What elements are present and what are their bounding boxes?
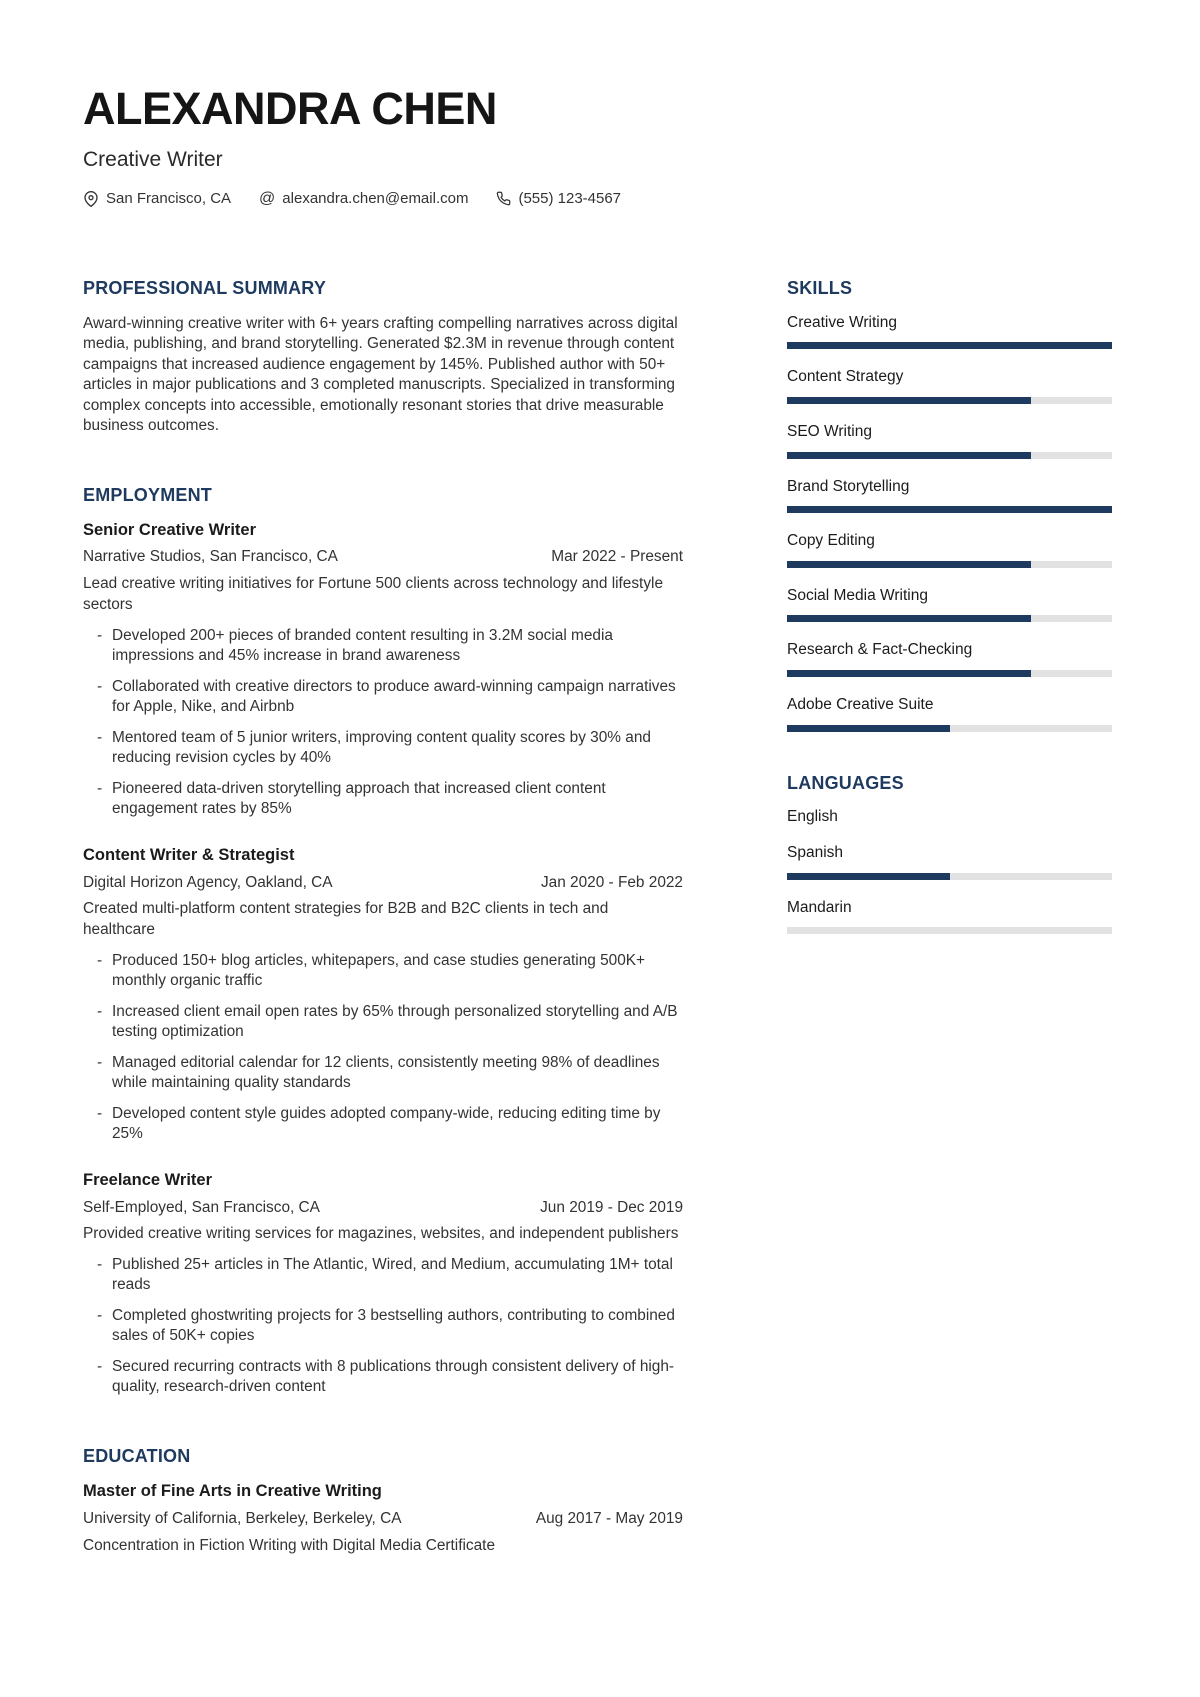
job-bullet [83,1306,683,1346]
bullet-text: Published 25+ articles in The Atlantic, Wired, and Medium, accumulating 1M+ total reads [112,1256,673,1294]
education-school: University of California, Berkeley, Berkeley, CA [83,1510,402,1528]
skill-label: SEO Writing [787,423,872,441]
skill-item [787,587,1112,623]
job-title: Content Writer & Strategist [83,845,295,864]
bullet-dash [97,1002,112,1042]
bullet-text: Increased client email open rates by 65% through personalized storytelling and A/B testing optimization [112,1003,678,1041]
language-bar-fill [787,873,950,880]
skill-bar-track [787,397,1112,404]
contact-email-text: alexandra.chen@email.com [282,190,469,208]
bullet-text: Developed 200+ pieces of branded content resulting in 3.2M social media impressions and 45% increase in brand awareness [112,626,613,664]
job-bullet [83,728,683,768]
job-bullets [83,951,683,1144]
skills-section [787,279,1112,732]
language-label: Mandarin [787,898,852,916]
person-name: ALEXANDRA CHEN [83,83,497,134]
skill-bar-track [787,615,1112,622]
language-bar-track [787,873,1112,880]
skill-bar-fill [787,725,950,732]
job-dates: Mar 2022 - Present [551,548,683,566]
bullet-dash [97,1053,112,1093]
skill-label: Creative Writing [787,313,897,331]
skill-bar-track [787,506,1112,513]
skill-bar-fill [787,342,1112,349]
bullet-text: Produced 150+ blog articles, whitepapers, and case studies generating 500K+ monthly organic traffic [112,952,646,990]
skill-bar-track [787,725,1112,732]
skill-label: Content Strategy [787,368,904,386]
job-company: Narrative Studios, San Francisco, CA [83,548,338,566]
bullet-dash [97,1357,112,1397]
skills-list [787,314,1112,732]
job-bullets [83,626,683,819]
education-heading: EDUCATION [83,1446,191,1467]
skill-bar-fill [787,615,1031,622]
languages-heading: LANGUAGES [787,772,904,793]
skill-item [787,532,1112,568]
summary-section [83,279,683,437]
bullet-dash [97,677,112,717]
job-bullet [83,677,683,717]
bullet-dash [97,728,112,768]
job-company: Self-Employed, San Francisco, CA [83,1198,320,1216]
skill-bar-track [787,670,1112,677]
bullet-text: Collaborated with creative directors to produce award-winning campaign narratives for Apple, Nike, and Airbnb [112,677,676,715]
job-bullet [83,626,683,666]
job-bullet [83,1357,683,1397]
language-item [787,808,1112,827]
bullet-dash [97,951,112,991]
job-description: Provided creative writing services for magazines, websites, and independent publishers [83,1225,679,1243]
bullet-dash [97,626,112,666]
skill-bar-track [787,561,1112,568]
skill-bar-track [787,452,1112,459]
job-description: Lead creative writing initiatives for Fortune 500 clients across technology and lifestyle sectors [83,574,664,613]
sidebar [787,279,1112,953]
language-label: Spanish [787,844,844,862]
education-note: Concentration in Fiction Writing with Digital Media Certificate [83,1536,496,1554]
employment-heading: EMPLOYMENT [83,484,213,505]
resume-header [83,83,1112,208]
skill-item [787,478,1112,514]
content-columns [83,279,1112,1555]
skill-label: Brand Storytelling [787,477,910,495]
job-dates: Jun 2019 - Dec 2019 [540,1198,683,1216]
job-bullet [83,1002,683,1042]
skill-item [787,641,1112,677]
bullet-dash [97,1306,112,1346]
language-item [787,899,1112,935]
job-entry [83,846,683,1144]
skill-bar-fill [787,506,1112,513]
job-bullet [83,1255,683,1295]
skill-bar-fill [787,397,1031,404]
employment-section [83,486,683,1398]
location-pin-icon [83,191,99,207]
contact-location-text: San Francisco, CA [106,190,232,208]
language-bar-track [787,927,1112,934]
languages-section [787,774,1112,935]
jobs-list [83,521,683,1398]
job-bullet [83,951,683,991]
phone-icon [496,191,511,206]
bullet-text: Secured recurring contracts with 8 publications through consistent delivery of high-quality, research-driven content [112,1358,675,1396]
job-bullets [83,1255,683,1397]
job-entry [83,1171,683,1397]
languages-list [787,808,1112,934]
summary-heading: PROFESSIONAL SUMMARY [83,278,327,299]
skill-label: Social Media Writing [787,586,928,604]
bullet-text: Developed content style guides adopted company-wide, reducing editing time by 25% [112,1105,661,1143]
skill-item [787,314,1112,350]
job-title: Senior Creative Writer [83,520,257,539]
job-bullet [83,1104,683,1144]
bullet-text: Completed ghostwriting projects for 3 bestselling authors, contributing to combined sales of 50K+ copies [112,1307,675,1345]
skill-label: Adobe Creative Suite [787,696,934,714]
bullet-dash [97,779,112,819]
job-bullet [83,1053,683,1093]
skills-heading: SKILLS [787,278,853,299]
summary-text: Award-winning creative writer with 6+ years crafting compelling narratives across digital media, publishing, and brand storytelling. Generated $2.3M in revenue through content campaigns that increased audience engagement by 145%. Published author with 50+ articles in major publications and 3 completed manuscripts. Specialized in transforming complex concepts into accessible, emotionally resonant stories that drive measurable business outcomes. [83,314,678,435]
bullet-dash [97,1255,112,1295]
education-degree: Master of Fine Arts in Creative Writing [83,1482,382,1501]
job-title: Freelance Writer [83,1171,213,1190]
job-company-row [83,548,683,566]
bullet-text: Pioneered data-driven storytelling approach that increased client content engagement rates by 85% [112,779,606,817]
job-company: Digital Horizon Agency, Oakland, CA [83,873,333,891]
email-at-icon: @ [259,189,276,207]
language-label: English [787,808,838,826]
contact-email [259,190,468,207]
contact-row [83,190,1112,207]
skill-item [787,423,1112,459]
skill-label: Copy Editing [787,532,875,550]
education-section [83,1447,683,1555]
bullet-dash [97,1104,112,1144]
job-company-row [83,874,683,892]
skill-bar-track [787,342,1112,349]
job-dates: Jan 2020 - Feb 2022 [540,873,683,891]
education-dates: Aug 2017 - May 2019 [535,1510,683,1528]
main-column [83,279,683,1555]
education-school-row [83,1510,683,1528]
job-description: Created multi-platform content strategies for B2B and B2C clients in tech and healthcare [83,900,609,939]
job-company-row [83,1199,683,1217]
contact-phone-text: (555) 123-4567 [518,190,622,208]
contact-location [83,190,231,207]
skill-item [787,368,1112,404]
skill-bar-fill [787,670,1031,677]
person-job-title: Creative Writer [83,148,223,171]
skill-bar-fill [787,452,1031,459]
skill-label: Research & Fact-Checking [787,641,973,659]
job-bullet [83,779,683,819]
language-item [787,844,1112,880]
bullet-text: Mentored team of 5 junior writers, improving content quality scores by 30% and reducing revision cycles by 40% [112,728,651,766]
skill-item [787,696,1112,732]
skill-bar-fill [787,561,1031,568]
job-entry [83,521,683,819]
contact-phone [496,190,621,207]
bullet-text: Managed editorial calendar for 12 clients, consistently meeting 98% of deadlines while maintaining quality standards [112,1054,660,1092]
